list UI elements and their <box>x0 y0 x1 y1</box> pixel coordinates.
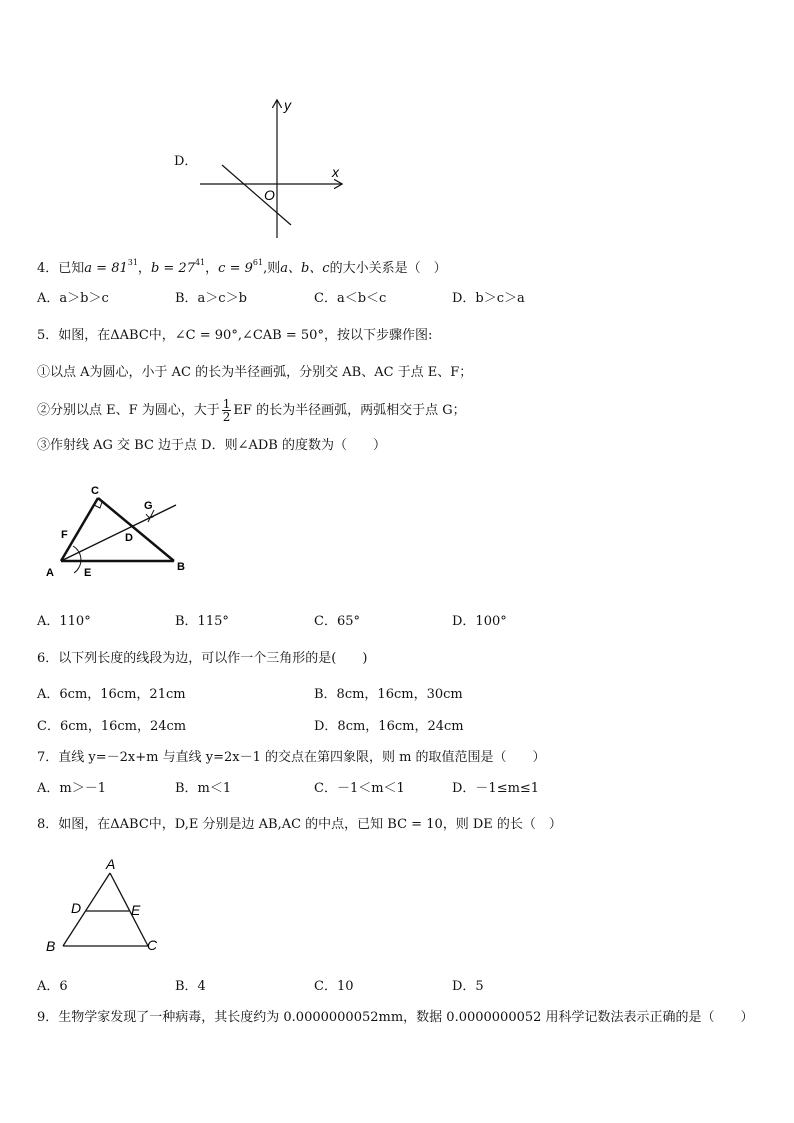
q5-arc-ef <box>73 546 81 573</box>
q5-figure <box>40 480 200 580</box>
q6-option-a[interactable]: A．6cm，16cm，21cm <box>37 687 186 702</box>
q4-then: ,则 <box>263 261 281 276</box>
q3-option-d-label: D． <box>174 154 198 169</box>
q5-step-1: ①以点 A为圆心，小于 AC 的长为半径画弧，分别交 AB、AC 于点 E、F； <box>37 365 473 380</box>
q5-frac-num: 1 <box>222 397 231 411</box>
q7-option-d[interactable]: D．－1≤m≤1 <box>452 781 540 796</box>
q5-fraction <box>222 398 232 423</box>
q4-tail: 的大小关系是（ ） <box>329 261 447 276</box>
q4-abc: a、b、c <box>280 261 330 276</box>
q4-b-exp: 41 <box>194 258 206 267</box>
q5-label-d: D <box>125 532 133 544</box>
q8-option-c[interactable]: C．10 <box>314 979 354 994</box>
q4-option-b[interactable]: B．a＞c＞b <box>175 291 247 306</box>
q4-c-exp: 61 <box>252 258 264 267</box>
q5-step-3: ③作射线 AG 交 BC 边于点 D．则∠ADB 的度数为（ ） <box>37 438 386 453</box>
q5-label-a: A <box>46 567 54 579</box>
q7-option-c[interactable]: C．－1＜m＜1 <box>314 781 405 796</box>
q4-option-c[interactable]: C．a＜b＜c <box>314 291 387 306</box>
q5-side-cb <box>98 498 174 561</box>
q8-label-e: E <box>131 902 141 918</box>
q7-option-b[interactable]: B．m＜1 <box>175 781 232 796</box>
q3-origin-label: O <box>264 187 275 203</box>
q8-label-b: B <box>46 938 56 954</box>
q4-option-d[interactable]: D．b＞c＞a <box>452 291 525 306</box>
q8-option-b[interactable]: B．4 <box>175 979 206 994</box>
q5-option-d[interactable]: D．100° <box>452 614 507 629</box>
q4-b: b = 27 <box>150 261 195 276</box>
q5-label-c: C <box>91 485 99 497</box>
q8-figure <box>40 855 170 960</box>
q4-number: 4．已知 <box>37 261 85 276</box>
q5-option-b[interactable]: B．115° <box>175 614 229 629</box>
q8-side-ac <box>110 873 148 946</box>
q7-option-a[interactable]: A．m＞－1 <box>37 781 106 796</box>
q3-y-label: y <box>284 97 291 113</box>
q4-sep: ， <box>137 261 151 276</box>
q8-option-a[interactable]: A．6 <box>37 979 68 994</box>
q5-label-f: F <box>61 529 68 541</box>
q8-stem: 8．如图，在ΔABC中，D,E 分别是边 AB,AC 的中点，已知 BC = 10，则 DE 的长（ ） <box>37 817 562 832</box>
q5-step-2-pre: ②分别以点 E、F 为圆心，大于 <box>37 403 220 418</box>
q9-stem: 9．生物学家发现了一种病毒，其长度约为 0.0000000052mm，数据 0.0000000052 用科学记数法表示正确的是（ ） <box>37 1010 754 1025</box>
q3-x-label: x <box>332 164 339 180</box>
q8-label-d: D <box>71 900 82 916</box>
q6-option-c[interactable]: C．6cm，16cm，24cm <box>37 719 187 734</box>
q5-option-a[interactable]: A．110° <box>37 614 91 629</box>
q6-stem: 6．以下列长度的线段为边，可以作一个三角形的是( ) <box>37 651 368 666</box>
q8-label-a: A <box>106 856 116 872</box>
q5-stem: 5．如图，在ΔABC中，∠C = 90°,∠CAB = 50°，按以下步骤作图: <box>37 328 433 343</box>
q8-option-d[interactable]: D．5 <box>452 979 484 994</box>
q5-label-e: E <box>84 567 92 579</box>
q6-option-d[interactable]: D．8cm，16cm，24cm <box>314 719 464 734</box>
q4-option-a[interactable]: A．a＞b＞c <box>37 291 109 306</box>
q4-c: c = 9 <box>218 261 253 276</box>
q5-step-2-post: EF 的长为半径画弧，两弧相交于点 G； <box>233 403 466 418</box>
q6-option-b[interactable]: B．8cm，16cm，30cm <box>314 687 463 702</box>
q3-graph-line <box>222 165 291 225</box>
q5-label-g: G <box>144 500 153 512</box>
q5-option-c[interactable]: C．65° <box>314 614 360 629</box>
q4-a-exp: 31 <box>127 258 138 267</box>
q5-step-2 <box>37 398 466 423</box>
q5-label-b: B <box>177 561 185 573</box>
q4-sep: ， <box>205 261 219 276</box>
q4-a: a = 81 <box>84 261 128 276</box>
q3-option-d-graph <box>195 95 355 243</box>
q7-stem: 7．直线 y=－2x+m 与直线 y=2x－1 的交点在第四象限，则 m 的取值范围是（ ） <box>37 750 546 765</box>
q8-label-c: C <box>147 937 158 953</box>
q5-frac-den: 2 <box>222 410 231 424</box>
q4-stem <box>37 254 447 278</box>
